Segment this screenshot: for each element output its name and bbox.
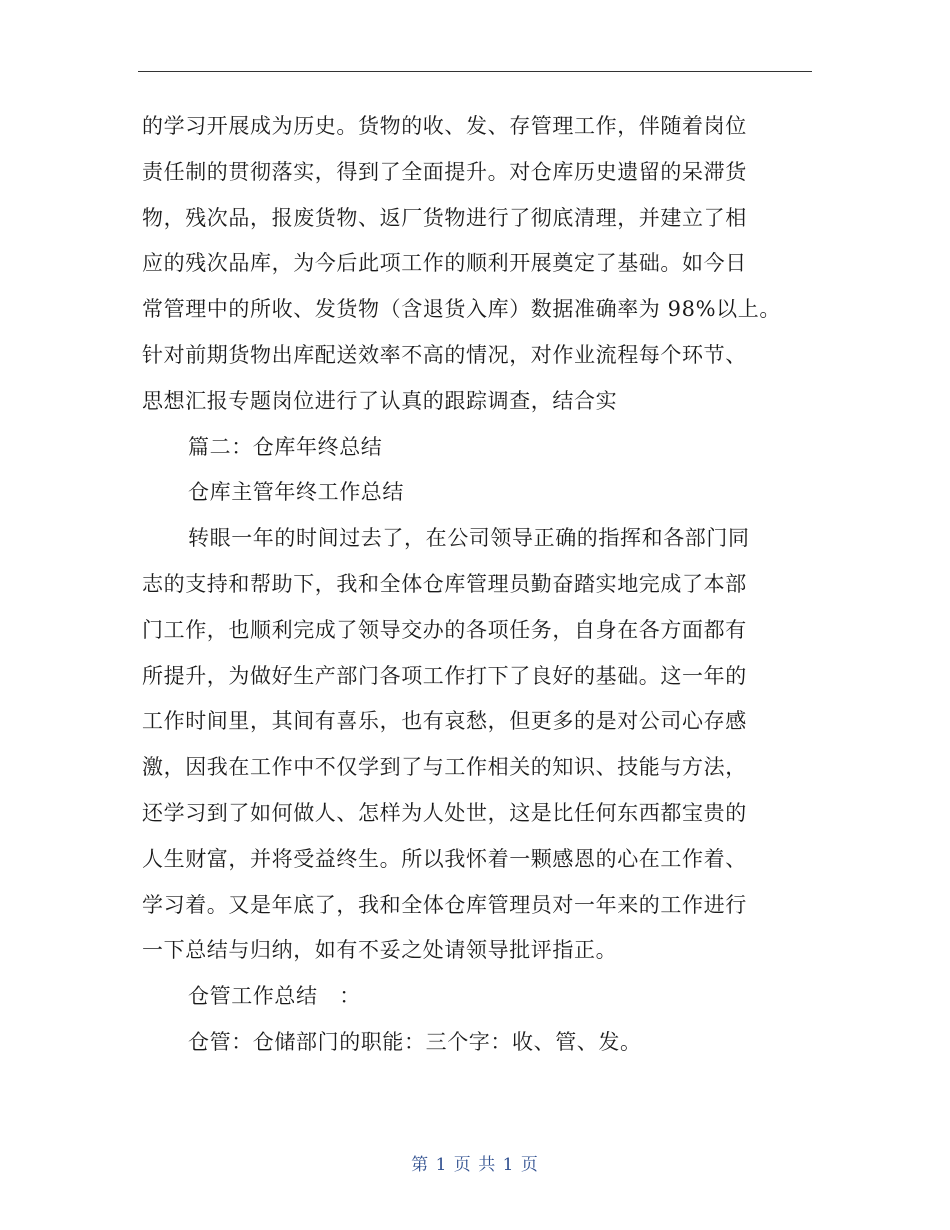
page-footer bbox=[0, 1150, 950, 1175]
text-line: 应的残次品库，为今后此项工作的顺利开展奠定了基础。如今日 bbox=[142, 251, 747, 276]
text-line: 仓管：仓储部门的职能：三个字：收、管、发。 bbox=[188, 1029, 642, 1054]
text-line: 志的支持和帮助下，我和全体仓库管理员勤奋踏实地完成了本部 bbox=[142, 571, 747, 596]
text-line: 的学习开展成为历史。货物的收、发、存管理工作，伴随着岗位 bbox=[142, 114, 747, 138]
text-line: 人生财富，并将受益终生。所以我怀着一颗感恩的心在工作着、 bbox=[142, 846, 747, 871]
text-line: 门工作，也顺利完成了领导交办的各项任务，自身在各方面都有 bbox=[142, 617, 747, 642]
text-line: 还学习到了如何做人、怎样为人处世，这是比任何东西都宝贵的 bbox=[142, 800, 747, 825]
text-line: 常管理中的所收、发货物（含退货入库）数据准确率为 98%以上。 bbox=[142, 297, 781, 322]
text-line: 工作时间里，其间有喜乐，也有哀愁，但更多的是对公司心存感 bbox=[142, 709, 747, 734]
subsection-heading: 仓管工作总结 ： bbox=[188, 984, 361, 1009]
header-rule bbox=[138, 71, 812, 72]
paragraph-start: 转眼一年的时间过去了，在公司领导正确的指挥和各部门同 bbox=[188, 526, 750, 551]
text-line: 责任制的贯彻落实，得到了全面提升。对仓库历史遗留的呆滞货 bbox=[142, 159, 747, 184]
text-line: 物，残次品，报废货物、返厂货物进行了彻底清理，并建立了相 bbox=[142, 205, 747, 230]
text-line: 思想汇报专题岗位进行了认真的跟踪调查，结合实 bbox=[142, 388, 618, 413]
text-line: 一下总结与归纳，如有不妥之处请领导批评指正。 bbox=[142, 938, 618, 963]
text-line: 针对前期货物出库配送效率不高的情况，对作业流程每个环节、 bbox=[142, 342, 747, 367]
text-line: 所提升，为做好生产部门各项工作打下了良好的基础。这一年的 bbox=[142, 663, 747, 688]
text-line: 学习着。又是年底了，我和全体仓库管理员对一年来的工作进行 bbox=[142, 892, 747, 917]
text-line: 激，因我在工作中不仅学到了与工作相关的知识、技能与方法， bbox=[142, 755, 747, 780]
page-number-label: 第 1 页 共 1 页 bbox=[411, 1155, 539, 1175]
section-heading: 篇二：仓库年终总结 bbox=[188, 434, 383, 459]
document-body bbox=[142, 104, 812, 1066]
section-title: 仓库主管年终工作总结 bbox=[188, 480, 404, 505]
